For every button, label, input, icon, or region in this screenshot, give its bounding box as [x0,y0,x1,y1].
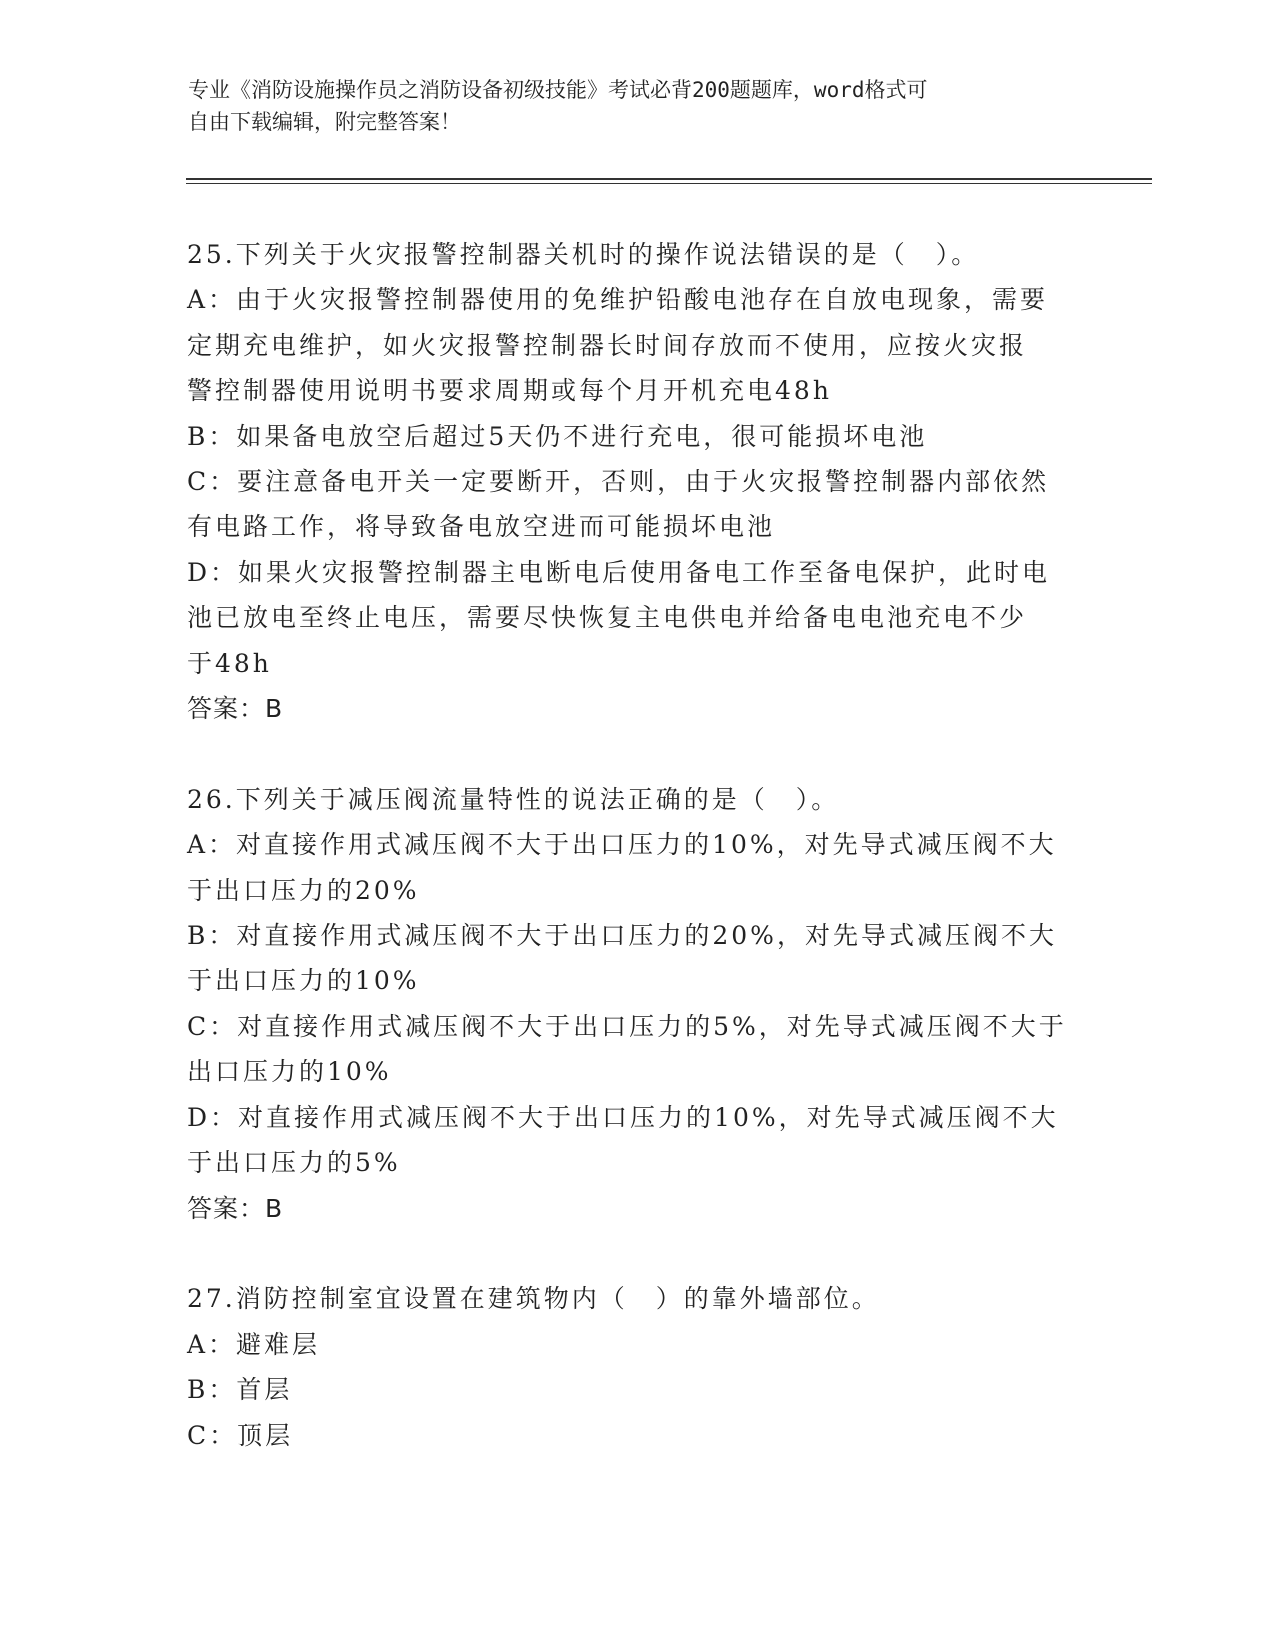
question-26 [187,777,1087,1231]
option-a-continued: 警控制器使用说明书要求周期或每个月开机充电48h [187,376,832,406]
question-25 [187,232,1087,731]
question-list [187,232,1087,1503]
option-a: A：避难层 [187,1329,321,1359]
document-header [188,74,1068,138]
option-d-continued: 于48h [187,648,272,678]
option-c: C：要注意备电开关一定要断开，否则，由于火灾报警控制器内部依然 [187,467,1050,497]
option-d-continued: 于出口压力的5% [187,1148,401,1178]
question-stem: 26.下列关于减压阀流量特性的说法正确的是（ ）。 [187,784,840,814]
option-b: B：对直接作用式减压阀不大于出口压力的20%，对先导式减压阀不大 [187,921,1057,951]
option-d-continued: 池已放电至终止电压，需要尽快恢复主电供电并给备电电池充电不少 [187,603,1028,633]
answer-label: 答案：B [187,694,284,724]
option-a: A：由于火灾报警控制器使用的免维护铅酸电池存在自放电现象，需要 [187,285,1049,315]
header-divider-thin [186,183,1152,184]
question-stem: 27.消防控制室宜设置在建筑物内（ ）的靠外墙部位。 [187,1284,880,1314]
option-a-continued: 于出口压力的20% [187,875,420,905]
option-a: A：对直接作用式减压阀不大于出口压力的10%，对先导式减压阀不大 [187,830,1057,860]
option-b: B：首层 [187,1375,293,1405]
option-c: C：顶层 [187,1420,294,1450]
question-27 [187,1276,1087,1458]
header-divider-thick [186,178,1152,180]
option-b: B：如果备电放空后超过5天仍不进行充电，很可能损坏电池 [187,421,928,451]
option-a-continued: 定期充电维护，如火灾报警控制器长时间存放而不使用，应按火灾报 [187,330,1028,360]
question-stem: 25.下列关于火灾报警控制器关机时的操作说法错误的是（ ）。 [187,240,980,269]
answer-label: 答案：B [187,1193,284,1223]
option-b-continued: 于出口压力的10% [187,966,420,996]
header-line: 自由下载编辑，附完整答案！ [188,110,461,134]
header-line: 专业《消防设施操作员之消防设备初级技能》考试必背200题题库，word格式可 [188,78,928,102]
option-c-continued: 出口压力的10% [187,1057,392,1087]
option-c-continued: 有电路工作，将导致备电放空进而可能损坏电池 [187,512,776,542]
option-d: D：如果火灾报警控制器主电断电后使用备电工作至备电保护，此时电 [187,557,1051,587]
option-c: C：对直接作用式减压阀不大于出口压力的5%，对先导式减压阀不大于 [187,1011,1067,1041]
option-d: D：对直接作用式减压阀不大于出口压力的10%，对先导式减压阀不大 [187,1102,1059,1132]
